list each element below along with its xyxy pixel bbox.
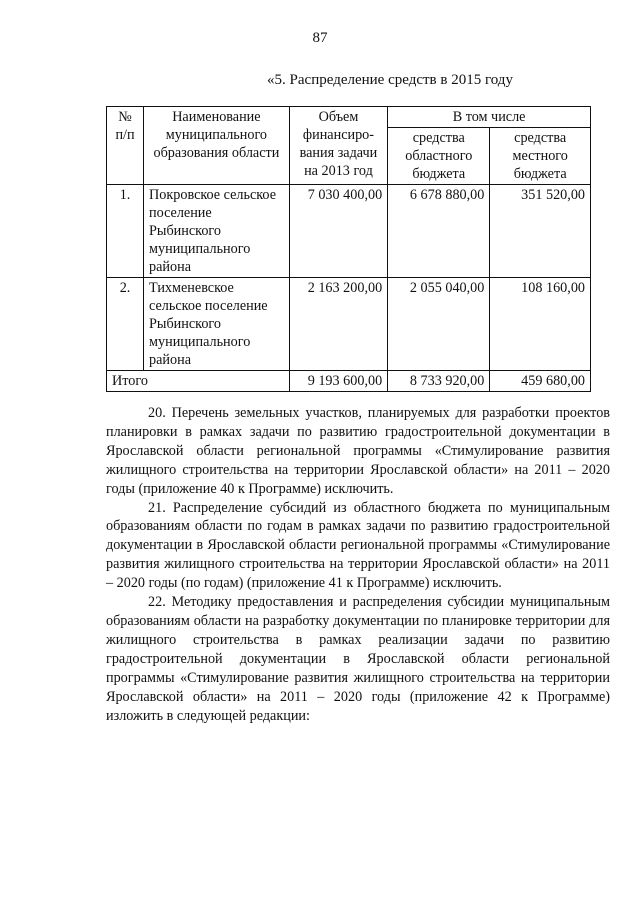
row-local: 108 160,00	[490, 278, 591, 371]
paragraph-20: 20. Перечень земельных участков, планируемых для разработки проектов планировки в рамках задачи по развитию градостроительной документации в Ярославской области региональной программы «Стимулирование развития жилищного строительства на территории Ярославской области» на 2011 – 2020 годы (приложение 40 к Программе) исключить.	[106, 405, 610, 497]
row-name: Тихменевское сельское поселение Рыбинского муниципального района	[144, 278, 290, 371]
total-local: 459 680,00	[490, 371, 591, 392]
page-number: 87	[312, 30, 328, 46]
table-row	[107, 185, 591, 278]
paragraph-21: 21. Распределение субсидий из областного бюджета по муниципальным образованиям области по годам в рамках задачи по развитию градостроительной документации в Ярославской области региональной программы «Стимулирование развития жилищного строительства на территории Ярославской области» на 2011 – 2020 годы (по годам) (приложение 41 к Программе) исключить.	[106, 499, 610, 592]
section-title: «5. Распределение средств в 2015 году	[267, 72, 513, 88]
row-regional: 6 678 880,00	[388, 185, 490, 278]
header-name: Наименование муниципального образования области	[144, 107, 290, 185]
total-label: Итого	[107, 371, 290, 392]
total-regional: 8 733 920,00	[388, 371, 490, 392]
table-total-row	[107, 371, 591, 392]
row-volume: 7 030 400,00	[289, 185, 387, 278]
paragraph-22: 22. Методику предоставления и распределения субсидии муниципальным образованиям области на разработку документации по планировке территории для жилищного строительства в рамках реализации задачи по развитию градостроительной документации в Ярославской области региональной программы «Стимулирование развития жилищного строительства на территории Ярославской области» на 2011 – 2020 годы (приложение 42 к Программе) изложить в следующей редакции:	[106, 594, 610, 724]
header-regional: средства областного бюджета	[388, 128, 490, 185]
header-local: средства местного бюджета	[490, 128, 591, 185]
row-num: 2.	[107, 278, 144, 371]
row-name: Покровское сельское поселение Рыбинского муниципального района	[144, 185, 290, 278]
row-regional: 2 055 040,00	[388, 278, 490, 371]
header-num: № п/п	[107, 107, 144, 185]
row-volume: 2 163 200,00	[289, 278, 387, 371]
total-volume: 9 193 600,00	[289, 371, 387, 392]
table-row	[107, 278, 591, 371]
body-text	[106, 404, 610, 725]
row-local: 351 520,00	[490, 185, 591, 278]
header-including: В том числе	[388, 107, 591, 128]
header-volume: Объем финансиро-вания задачи на 2013 год	[289, 107, 387, 185]
distribution-table	[106, 106, 591, 392]
row-num: 1.	[107, 185, 144, 278]
table-header-row	[107, 107, 591, 128]
